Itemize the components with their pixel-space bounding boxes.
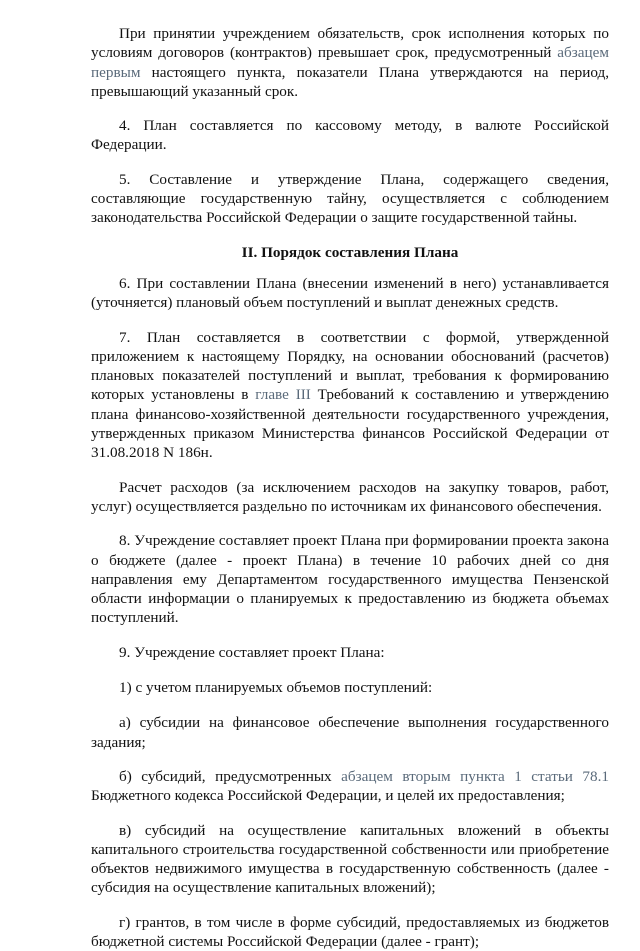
section-title: II. Порядок составления Плана (241, 243, 459, 261)
paragraph-8: 8. Учреждение составляет проект Плана при формировании проекта закона о бюджете (далее - проект Плана) в течение 10 рабочих дней со дня направления ему Департаментом государственного имущества Пензенской области информации о планируемых к предоставлению из бюджета объемах поступлений. (91, 532, 609, 627)
paragraph-expenses: Расчет расходов (за исключением расходов на закупку товаров, работ, услуг) осуществляется раздельно по источникам их финансового обеспечения. (91, 478, 609, 515)
link-chapter-3[interactable]: главе III (255, 386, 311, 404)
paragraph-6: 6. При составлении Плана (внесении изменений в него) устанавливается (уточняется) плановый объем поступлений и выплат денежных средств. (91, 274, 609, 312)
paragraph-obligations: При принятии учреждением обязательств, срок исполнения которых по условиям договоров (контрактов) превышает срок, предусмотренный абзацем первым настоящего пункта, показатели Плана утверждаются на период, превышающий указанный срок. (91, 25, 609, 100)
link-article-78-1[interactable]: абзацем вторым пункта 1 статьи 78.1 (341, 767, 609, 785)
paragraph-4: 4. План составляется по кассовому методу, в валюте Российской Федерации. (91, 117, 609, 154)
paragraph-9-1-a: а) субсидии на финансовое обеспечение выполнения государственного задания; (91, 714, 609, 751)
paragraph-9-1-g: г) грантов, в том числе в форме субсидий, предоставляемых из бюджетов бюджетной системы Российской Федерации (далее - грант); (91, 913, 609, 950)
paragraph-5: 5. Составление и утверждение Плана, содержащего сведения, составляющие государственную тайну, осуществляется с соблюдением законодательства Российской Федерации о защите государственной тайны. (91, 170, 609, 227)
paragraph-7: 7. План составляется в соответствии с формой, утвержденной приложением к настоящему Порядку, на основании обоснований (расчетов) плановых показателей поступлений и выплат, требования к формированию которых установлены в главе III Требований к составлению и утверждению плана финансово-хозяйственной деятельности государственного учреждения, утвержденных приказом Министерства финансов Российской Федерации от 31.08.2018 N 186н. (91, 328, 610, 462)
paragraph-9-1: 1) с учетом планируемых объемов поступлений: (119, 679, 433, 697)
paragraph-9-1-v: в) субсидий на осуществление капитальных вложений в объекты капитального строительства государственной собственности или приобретение объектов недвижимого имущества в государственную собственность (далее - субсидия на осуществление капитальных вложений); (91, 821, 609, 897)
link-first-paragraph[interactable]: абзацем первым (91, 44, 609, 81)
paragraph-9-1-b: б) субсидий, предусмотренных абзацем вторым пункта 1 статьи 78.1 Бюджетного кодекса Российской Федерации, и целей их предоставления; (91, 767, 609, 805)
paragraph-9: 9. Учреждение составляет проект Плана: (119, 643, 385, 661)
